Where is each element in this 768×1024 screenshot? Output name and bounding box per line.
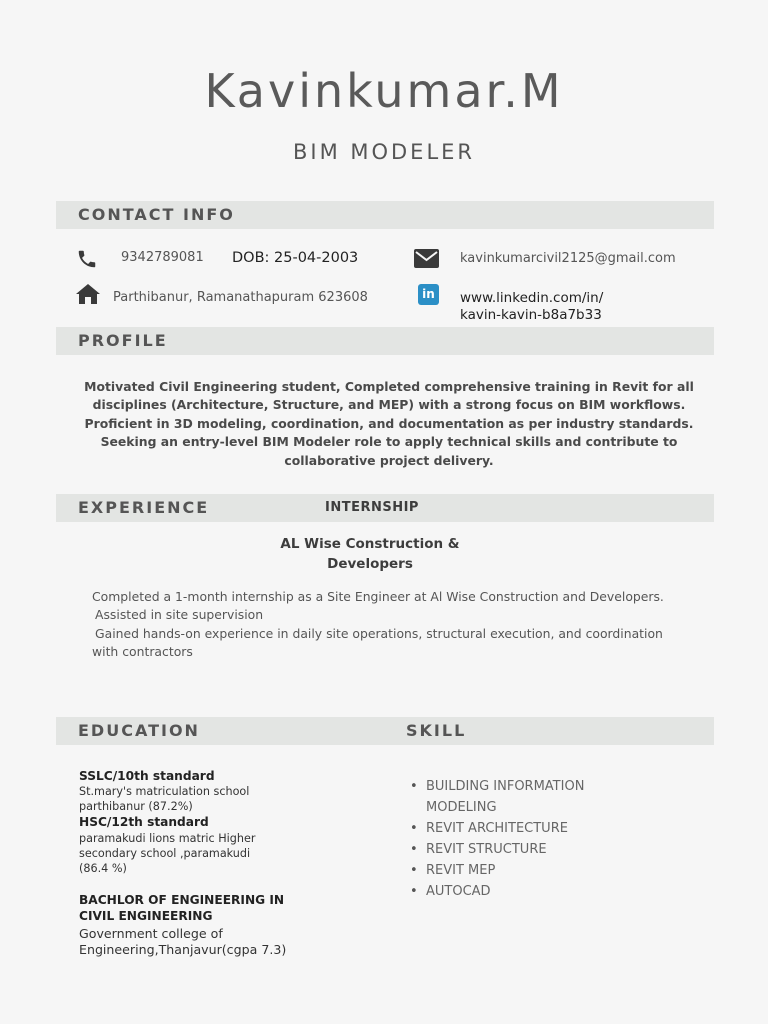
- date-of-birth: DOB: 25-04-2003: [232, 250, 359, 266]
- linkedin-url-line-1: www.linkedin.com/in/: [460, 290, 604, 306]
- mail-icon: [414, 249, 439, 272]
- profile-line: Motivated Civil Engineering student, Completed comprehensive training in Revit for all: [84, 379, 694, 394]
- education-entry-details: [79, 784, 249, 814]
- education-entry-details: [79, 831, 255, 876]
- linkedin-url[interactable]: [460, 290, 603, 324]
- education-entry-title: [79, 892, 284, 924]
- experience-section-title: EXPERIENCE: [78, 498, 210, 517]
- education-detail-line: Engineering,Thanjavur(cgpa 7.3): [79, 942, 287, 957]
- skill-item: • REVIT MEP: [408, 860, 584, 881]
- education-entry-title: SSLC/10th standard: [79, 769, 215, 783]
- company-name-line-2: Developers: [327, 556, 413, 572]
- phone-number: 9342789081: [121, 250, 204, 265]
- profile-line: disciplines (Architecture, Structure, and MEP) with a strong focus on BIM workflows.: [92, 397, 686, 413]
- education-section-title: EDUCATION: [78, 721, 200, 740]
- profile-summary: [80, 378, 698, 470]
- education-title-line: CIVIL ENGINEERING: [79, 909, 213, 923]
- skill-item: • REVIT STRUCTURE: [408, 839, 584, 860]
- skills-list: [408, 776, 584, 902]
- contact-section-title: CONTACT INFO: [78, 205, 235, 224]
- education-entry-details: [79, 926, 286, 958]
- home-address: Parthibanur, Ramanathapuram 623608: [113, 290, 368, 305]
- skill-item: • BUILDING INFORMATION: [408, 776, 584, 797]
- company-name: [250, 534, 490, 574]
- education-detail-line: Government college of: [79, 926, 223, 941]
- company-name-line-1: AL Wise Construction &: [280, 536, 460, 552]
- education-detail-line: St.mary's matriculation school: [79, 785, 250, 798]
- job-title: BIM MODELER: [292, 140, 476, 164]
- phone-icon: [76, 248, 98, 274]
- linkedin-url-line-2: kavin-kavin-b8a7b33: [460, 307, 602, 323]
- education-detail-line: (86.4 %): [79, 862, 127, 875]
- experience-line: Assisted in site supervision: [95, 607, 264, 622]
- email-address[interactable]: kavinkumarcivil2125@gmail.com: [460, 251, 676, 266]
- home-icon: [76, 284, 100, 308]
- skill-item: • AUTOCAD: [408, 881, 584, 902]
- profile-section-title: PROFILE: [78, 331, 168, 350]
- education-detail-line: paramakudi lions matric Higher: [79, 832, 256, 845]
- skill-item: • REVIT ARCHITECTURE: [408, 818, 584, 839]
- skill-section-title: SKILL: [406, 721, 467, 740]
- linkedin-icon: in: [418, 284, 439, 305]
- candidate-name: Kavinkumar.M: [204, 64, 564, 118]
- profile-line: Seeking an entry-level BIM Modeler role to apply technical skills and contribute to: [100, 434, 678, 450]
- education-detail-line: secondary school ,paramakudi: [79, 847, 251, 860]
- education-detail-line: parthibanur (87.2%): [79, 800, 193, 813]
- skill-item-continuation: MODELING: [426, 800, 497, 815]
- experience-line: Gained hands-on experience in daily site operations, structural execution, and coordination: [95, 626, 663, 641]
- experience-line: Completed a 1-month internship as a Site Engineer at Al Wise Construction and Developers.: [92, 589, 664, 604]
- education-title-line: BACHLOR OF ENGINEERING IN: [79, 893, 285, 907]
- profile-line: collaborative project delivery.: [284, 452, 494, 468]
- experience-subtitle: INTERNSHIP: [325, 500, 419, 515]
- experience-line: with contractors: [92, 644, 193, 659]
- education-entry-title: HSC/12th standard: [79, 815, 209, 829]
- profile-line: Proficient in 3D modeling, coordination, and documentation as per industry standards.: [84, 415, 694, 431]
